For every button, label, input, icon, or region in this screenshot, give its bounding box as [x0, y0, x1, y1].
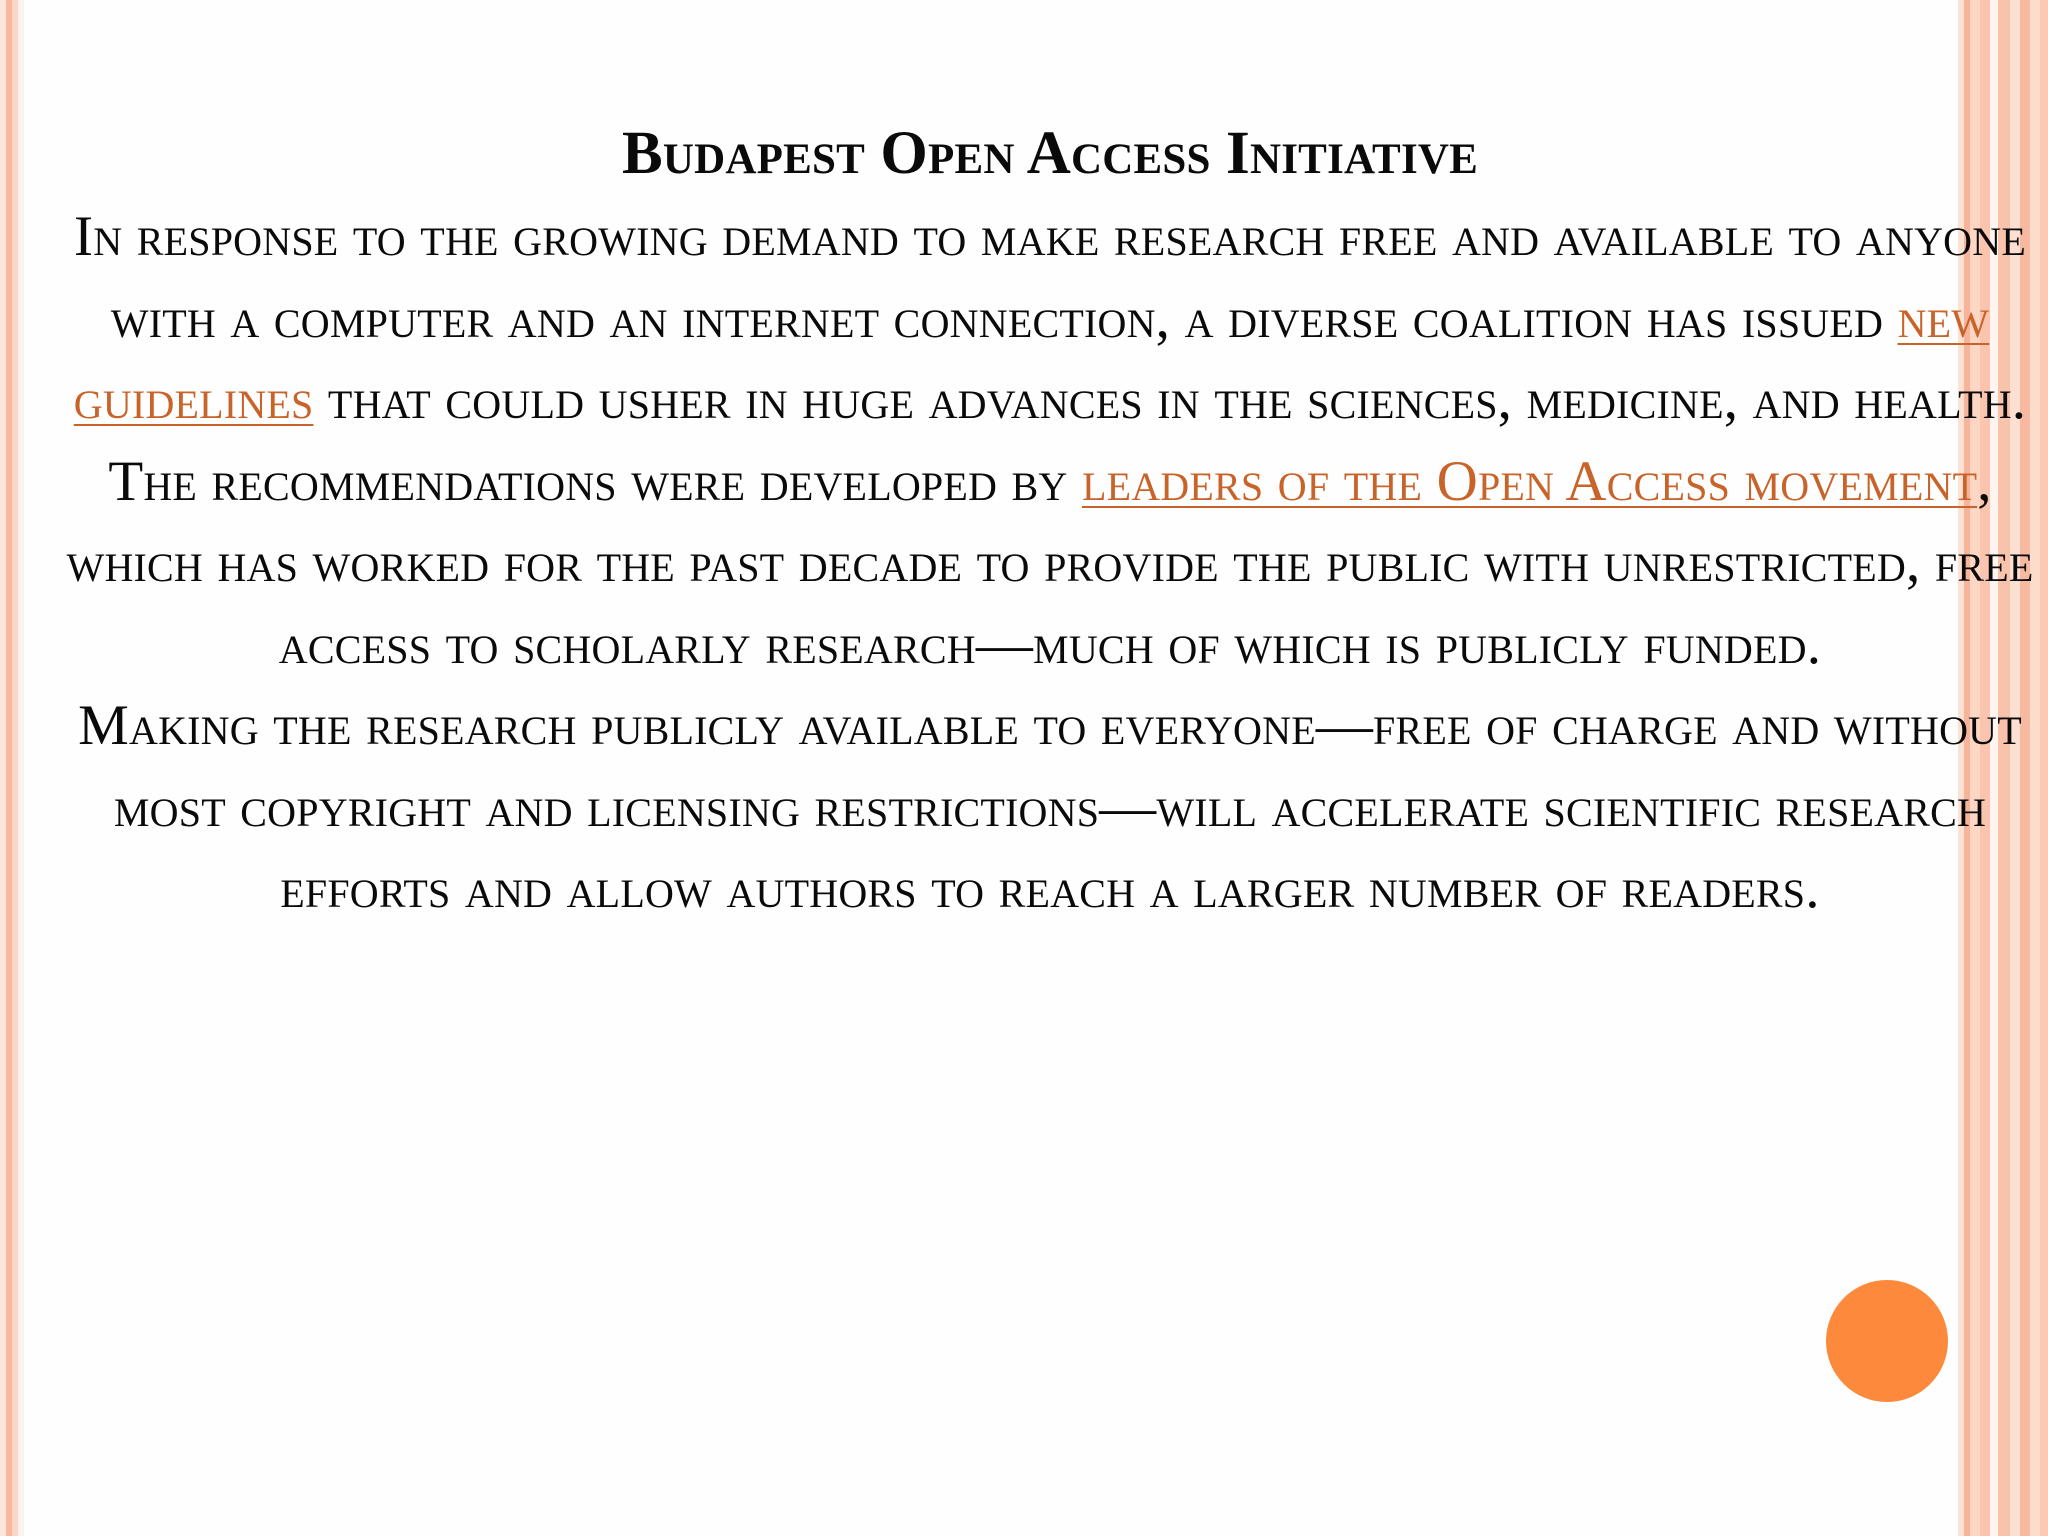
paragraph-1: [60, 196, 2040, 441]
new-guidelines-link[interactable]: new guidelines: [73, 286, 1990, 431]
left-decorative-border: [0, 0, 24, 1536]
slide-content: [60, 112, 2040, 930]
paragraph-1-text-after: that could usher in huge advances in the sciences, medicine, and health.: [313, 368, 2027, 431]
paragraph-2-text-before: The recommendations were developed by: [108, 449, 1082, 513]
orange-circle-decoration: [1826, 1280, 1948, 1402]
paragraph-3: Making the research publicly available to everyone—free of charge and without most copyright and licensing restrictions—will accelerate scientific research efforts and allow authors to reach a larger number of readers.: [78, 694, 2022, 920]
paragraph-1-text-before: In response to the growing demand to make research free and available to anyone with a computer and an internet connection, a diverse coalition has issued: [74, 205, 2026, 350]
slide-title: Budapest Open Access Initiative: [621, 120, 1479, 187]
paragraph-2-text-after: , which has worked for the past decade to provide the public with unrestricted, free access to scholarly research—much of which is publicly funded.: [66, 449, 2034, 676]
open-access-leaders-link[interactable]: leaders of the Open Access movement: [1081, 449, 1978, 513]
paragraph-2: [60, 441, 2040, 686]
